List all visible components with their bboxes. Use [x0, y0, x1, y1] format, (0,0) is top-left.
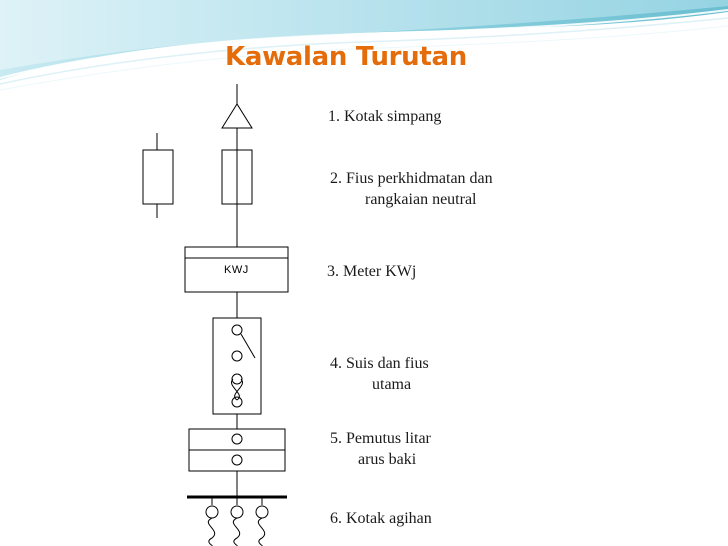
kwh-meter-symbol: [185, 247, 288, 318]
label-kwh-meter: [327, 261, 416, 282]
meter-box-label: KWJ: [224, 264, 249, 276]
label-distribution-board: [330, 508, 432, 529]
label-main-switch-line2: utama: [372, 376, 412, 393]
label-service-fuse: [330, 168, 493, 210]
label-main-switch-line1: 4. Suis dan fius: [330, 355, 429, 372]
label-service-fuse-line2: rangkaian neutral: [365, 191, 477, 208]
junction-box-symbol: [222, 84, 252, 150]
label-rccb-line1: 5. Pemutus litar: [330, 430, 431, 447]
slide-title: Kawalan Turutan: [225, 42, 467, 72]
main-switch-fuse-symbol: [213, 318, 261, 429]
label-distribution-board-line1: 6. Kotak agihan: [330, 510, 432, 527]
service-fuse-symbol: [222, 150, 252, 247]
label-main-switch: [330, 353, 429, 395]
neutral-link-symbol: [143, 133, 173, 218]
label-rccb-line2: arus baki: [358, 451, 417, 468]
label-kwh-meter-line1: 3. Meter KWj: [327, 263, 417, 280]
label-junction-box: [328, 106, 441, 127]
label-rccb: [330, 428, 431, 470]
label-junction-box-line1: 1. Kotak simpang: [328, 108, 442, 125]
distribution-board-symbol: [187, 497, 287, 546]
rccb-symbol: [189, 429, 285, 497]
label-service-fuse-line1: 2. Fius perkhidmatan dan: [330, 170, 493, 187]
